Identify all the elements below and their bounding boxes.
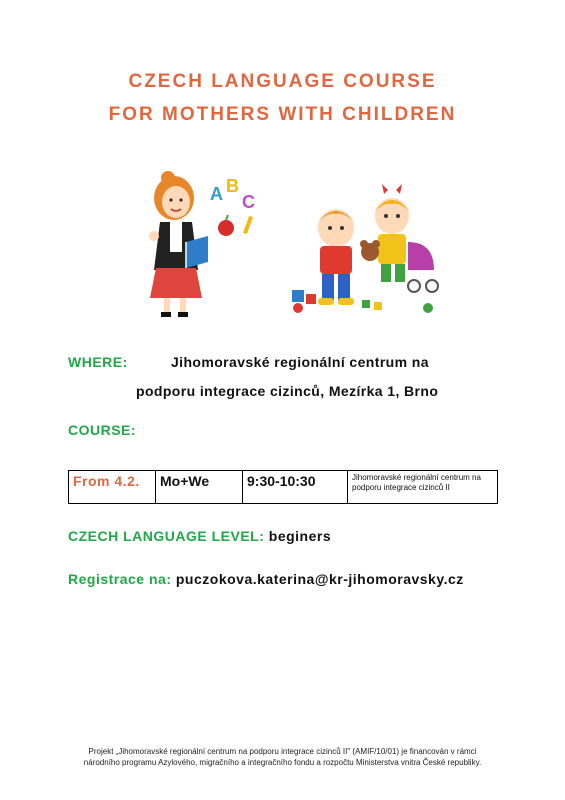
svg-text:C: C (242, 192, 255, 212)
registration-label: Registrace na: (68, 571, 172, 587)
children-illustration (288, 182, 440, 322)
course-days: Mo+We (156, 471, 243, 504)
footer-line-2: národního programu Azylového, migračního a integračního fondu a rozpočtu Ministerstva vnitra České republiky. (83, 758, 482, 767)
teacher-illustration (146, 170, 261, 320)
svg-text:A: A (210, 184, 223, 204)
registration-email[interactable]: puczokova.katerina@kr-jihomoravsky.cz (175, 571, 464, 587)
where-label: WHERE: (68, 354, 128, 370)
registration-line (68, 571, 464, 587)
course-time: 9:30-10:30 (243, 471, 348, 504)
svg-text:B: B (226, 176, 239, 196)
where-address-line-2: podporu integrace cizinců, Mezírka 1, Brno (136, 383, 439, 399)
where-address-line-1: Jihomoravské regionální centrum na (171, 354, 429, 370)
level-label: CZECH LANGUAGE LEVEL: (68, 528, 265, 544)
course-schedule-table (68, 470, 498, 504)
course-place: Jihomoravské regionální centrum na podporu integrace cizinců II (348, 471, 498, 504)
level-value: beginers (268, 528, 332, 544)
title-line-1: CZECH LANGUAGE COURSE (128, 71, 437, 92)
course-start-date: From 4.2. (69, 471, 156, 504)
course-label: COURSE: (68, 422, 137, 438)
footer-line-1: Projekt „Jihomoravské regionální centrum na podporu integrace cizinců II" (AMIF/10/01) je financován v rámci (88, 747, 477, 756)
funding-footer (60, 746, 505, 768)
title-line-2: FOR MOTHERS WITH CHILDREN (108, 104, 457, 125)
level-line (68, 528, 331, 544)
table-row (69, 471, 498, 504)
